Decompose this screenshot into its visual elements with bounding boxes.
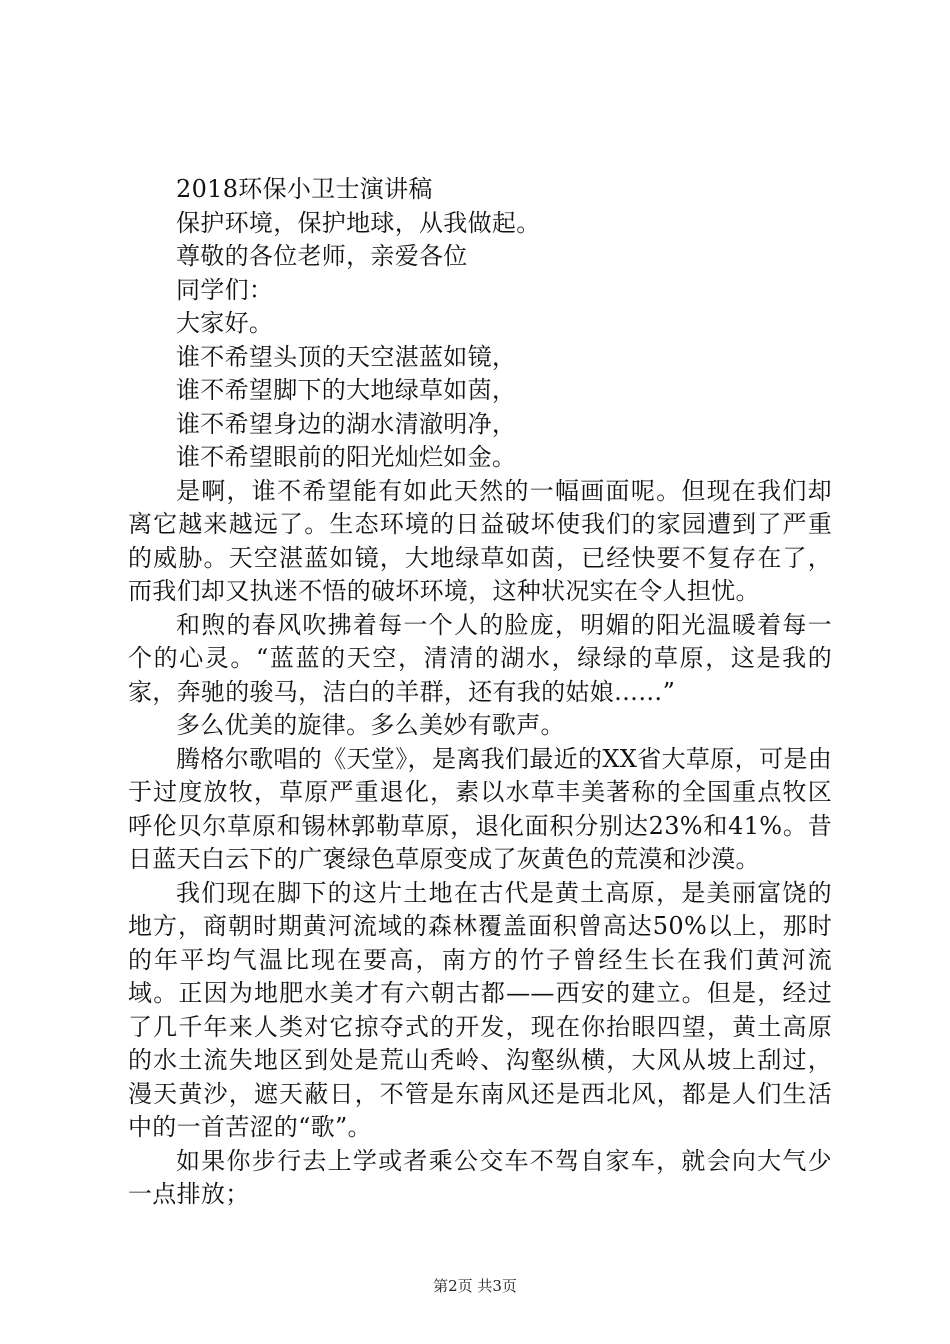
poem-line: 谁不希望眼前的阳光灿烂如金。	[176, 443, 517, 471]
body-paragraph: 多么优美的旋律。多么美妙有歌声。	[176, 711, 565, 739]
body-paragraph: 和煦的春风吹拂着每一个人的脸庞，明媚的阳光温暖着每一个的心灵。“蓝蓝的天空，清清的湖水，绿绿的草原，这是我的家，奔驰的骏马，洁白的羊群，还有我的姑娘……”	[128, 610, 832, 706]
greeting-line: 大家好。	[176, 309, 274, 337]
body-paragraph: 是啊，谁不希望能有如此天然的一幅画面呢。但现在我们却离它越来越远了。生态环境的日益破坏使我们的家园遭到了严重的威胁。天空湛蓝如镜，大地绿草如茵，已经快要不复存在了，而我们却又执迷不悟的破坏环境，这种状况实在令人担忧。	[128, 476, 832, 605]
slogan-line: 保护环境，保护地球，从我做起。	[176, 208, 541, 237]
poem-line: 谁不希望身边的湖水清澈明净，	[176, 409, 517, 438]
poem-line: 谁不希望脚下的大地绿草如茵，	[176, 376, 517, 404]
greeting-line: 尊敬的各位老师，亲爱各位	[176, 242, 468, 270]
page-number-footer: 第2页 共3页	[433, 1277, 517, 1295]
greeting-line: 同学们：	[176, 275, 274, 304]
document-title: 2018环保小卫士演讲稿	[176, 175, 433, 203]
body-paragraph: 如果你步行去上学或者乘公交车不驾自家车，就会向大气少一点排放；	[128, 1146, 832, 1208]
poem-line: 谁不希望头顶的天空湛蓝如镜，	[176, 342, 517, 371]
body-paragraph: 腾格尔歌唱的《天堂》，是离我们最近的XX省大草原，可是由于过度放牧，草原严重退化，素以水草丰美著称的全国重点牧区呼伦贝尔草原和锡林郭勒草原，退化面积分别达23%和41%。昔日蓝天白云下的广褒绿色草原变成了灰黄色的荒漠和沙漠。	[128, 744, 832, 873]
body-paragraph: 我们现在脚下的这片土地在古代是黄土高原，是美丽富饶的地方，商朝时期黄河流域的森林覆盖面积曾高达50%以上，那时的年平均气温比现在要高，南方的竹子曾经生长在我们黄河流域。正因为地肥水美才有六朝古都——西安的建立。但是，经过了几千年来人类对它掠夺式的开发，现在你抬眼四望，黄土高原的水土流失地区到处是荒山秃岭、沟壑纵横，大风从坡上刮过，漫天黄沙，遮天蔽日，不管是东南风还是西北风，都是人们生活中的一首苦涩的“歌”。	[128, 878, 832, 1141]
document-body	[128, 173, 832, 1212]
